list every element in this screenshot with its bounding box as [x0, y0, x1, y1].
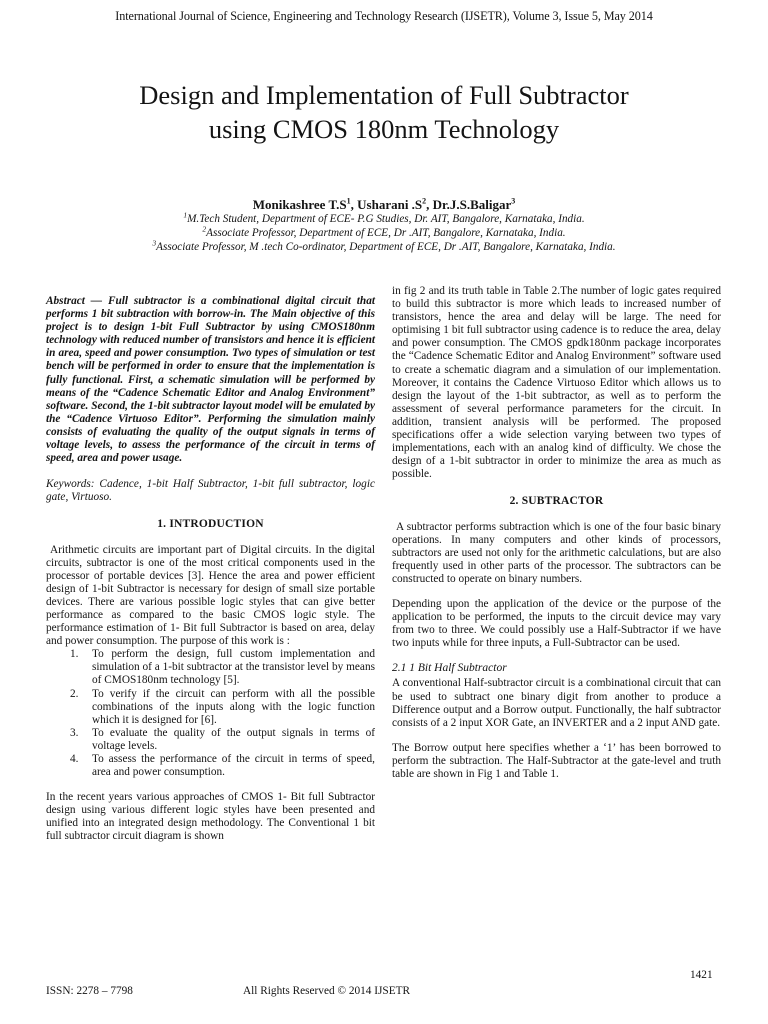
- list-item-number: 3.: [70, 726, 79, 739]
- list-item-number: 4.: [70, 753, 79, 765]
- affiliation-1-text: M.Tech Student, Department of ECE- P.G Studies, Dr. AIT, Bangalore, Karnataka, India.: [187, 213, 585, 225]
- objectives-list: [46, 648, 375, 779]
- list-item: [46, 688, 375, 727]
- list-item-text: To verify if the circuit can perform with all the possible combinations of the inputs along with the logic function which it is designed for [6].: [92, 687, 375, 726]
- author-1-sup: 1: [346, 196, 351, 206]
- section-heading-subtractor: 2. SUBTRACTOR: [509, 495, 604, 508]
- author-2-sup: 2: [422, 196, 427, 206]
- author-list: [0, 197, 768, 213]
- list-item-text: To evaluate the quality of the output signals in terms of voltage levels.: [92, 726, 375, 752]
- affiliation-1-sup: 1: [183, 210, 188, 220]
- subtractor-paragraph-2: Depending upon the application of the device or the purpose of the application to be performed, the inputs to the circuit device may vary from two to three. We could possibly use a Half-Subtractor if we have two inputs while for three inputs, a Full-Subtractor can be used.: [392, 597, 721, 650]
- author-1: Monikashree T.S: [252, 197, 347, 212]
- affiliation-3-text: Associate Professor, M .tech Co-ordinator, Department of ECE, Dr .AIT, Bangalore, Karnataka, India.: [156, 241, 616, 253]
- list-item-text: To assess the performance of the circuit in terms of speed, area and power consumption.: [92, 753, 375, 779]
- list-item: [46, 727, 375, 753]
- left-column: [46, 285, 375, 844]
- half-subtractor-paragraph-2: The Borrow output here specifies whether a ‘1’ has been borrowed to perform the subtraction. The Half-Subtractor at the gate-level and truth table are shown in Fig 1 and Table 1.: [392, 741, 721, 780]
- list-item-number: 2.: [70, 687, 79, 700]
- right-column: [392, 285, 721, 781]
- affiliation-3-sup: 3: [152, 238, 157, 248]
- running-header: International Journal of Science, Engineering and Technology Research (IJSETR), Volume 3, Issue 5, May 2014: [115, 9, 653, 23]
- keywords: Keywords: Cadence, 1-bit Half Subtractor, 1-bit full subtractor, logic gate, Virtuoso.: [46, 478, 375, 504]
- paper-title-line-1: Design and Implementation of Full Subtractor: [139, 80, 629, 110]
- affiliation-1: [0, 212, 768, 226]
- intro-paragraph-2: In the recent years various approaches of CMOS 1- Bit full Subtractor design using various different logic styles have been presented and unified into an integrated design methodology. The Conventional 1 bit full subtractor circuit diagram is shown: [46, 791, 375, 843]
- page-number: 1421: [690, 969, 713, 981]
- subtractor-paragraph-1: A subtractor performs subtraction which is one of the four basic binary operations. In many computers and other kinds of processors, subtractors are used not only for the arithmetic calculations, but are also frequently used in other parts of the processor. The subtractors can be constructed to operate on binary numbers.: [392, 520, 721, 585]
- list-item: [46, 753, 375, 779]
- section-heading-introduction: 1. INTRODUCTION: [157, 518, 264, 531]
- abstract: Abstract — Full subtractor is a combinational digital circuit that performs 1 bit subtraction with borrow-in. The Main objective of this project is to design 1-bit Full Subtractor by using CMOS180nm technology with reduced number of transistors and hence it is efficient in area, speed and power consumption. Two types of simulation or test bench will be performed in order to ensure that the implementation is fully functional. First, a schematic simulation will be performed by means of the “Cadence Schematic Editor and Analog Environment” software. Second, the 1-bit subtractor layout model will be emulated by the “Cadence Virtuoso Editor”. Performing the simulation mainly consists of evaluating the quality of the output signals in terms of voltage levels, to assess the performance of the circuit in terms of speed, area and power usage.: [46, 295, 375, 465]
- author-3: , Dr.J.S.Baligar: [426, 197, 512, 212]
- author-2: , Usharani .S: [350, 197, 423, 212]
- affiliation-3: [0, 240, 768, 254]
- paper-title: [40, 78, 728, 146]
- half-subtractor-paragraph-1: A conventional Half-subtractor circuit is a combinational circuit that can be used to subtract one binary digit from another to produce a Difference output and a Borrow output. Functionally, the half subtractor consists of a 2 input XOR Gate, an INVERTER and a 2 input AND gate.: [392, 677, 721, 729]
- affiliation-2: [0, 226, 768, 240]
- list-item-text: To perform the design, full custom implementation and simulation of a 1-bit subtractor at the transistor level by means of CMOS180nm technology [5].: [92, 648, 375, 687]
- footer-issn: ISSN: 2278 – 7798: [46, 985, 133, 997]
- subsection-heading-half-subtractor: 2.1 1 Bit Half Subtractor: [392, 662, 507, 675]
- intro-paragraph-1: Arithmetic circuits are important part of Digital circuits. In the digital circuits, subtractor is one of the most critical components used in the processor of portable devices [3]. Hence the area and power efficient design of 1-bit Subtractor is necessary for design of small size portable devices. There are various possible logic styles that can give better performance as compared to the basic CMOS logic style. The performance estimation of 1- Bit full Subtractor is based on area, delay and power consumption. The purpose of this work is :: [46, 543, 375, 648]
- author-3-sup: 3: [511, 196, 516, 206]
- paper-title-line-2: using CMOS 180nm Technology: [208, 114, 560, 144]
- list-item-number: 1.: [70, 648, 79, 661]
- affiliation-2-sup: 2: [202, 224, 207, 234]
- footer-rights: All Rights Reserved © 2014 IJSETR: [243, 985, 411, 997]
- affiliation-2-text: Associate Professor, Department of ECE, Dr .AIT, Bangalore, Karnataka, India.: [206, 227, 566, 239]
- affiliations: [0, 212, 768, 254]
- list-item: [46, 648, 375, 687]
- right-paragraph-1: in fig 2 and its truth table in Table 2.The number of logic gates required to build this subtractor is more which leads to increased number of transistors, hence the area and delay will be large. The need for optimising 1 bit full subtractor using cadence is to reduce the area, delay and power consumption. The CMOS gpdk180nm package incorporates the “Cadence Schematic Editor and Analog Environment” software used to create a schematic diagram and a simulation of our implementation. Moreover, it contains the Cadence Virtuoso Editor which allows us to design the layout of the 1-bit subtractor, as well as to perform the assessment of several performance parameters for the circuit. In addition, transient analysis will be performed. The proposed specifications offer a wide selection varying between two types of implementations, each with an analog kind of difficulty. We chose the design of a 1-bit subtractor in order to minimize the area as much as possible.: [392, 285, 721, 481]
